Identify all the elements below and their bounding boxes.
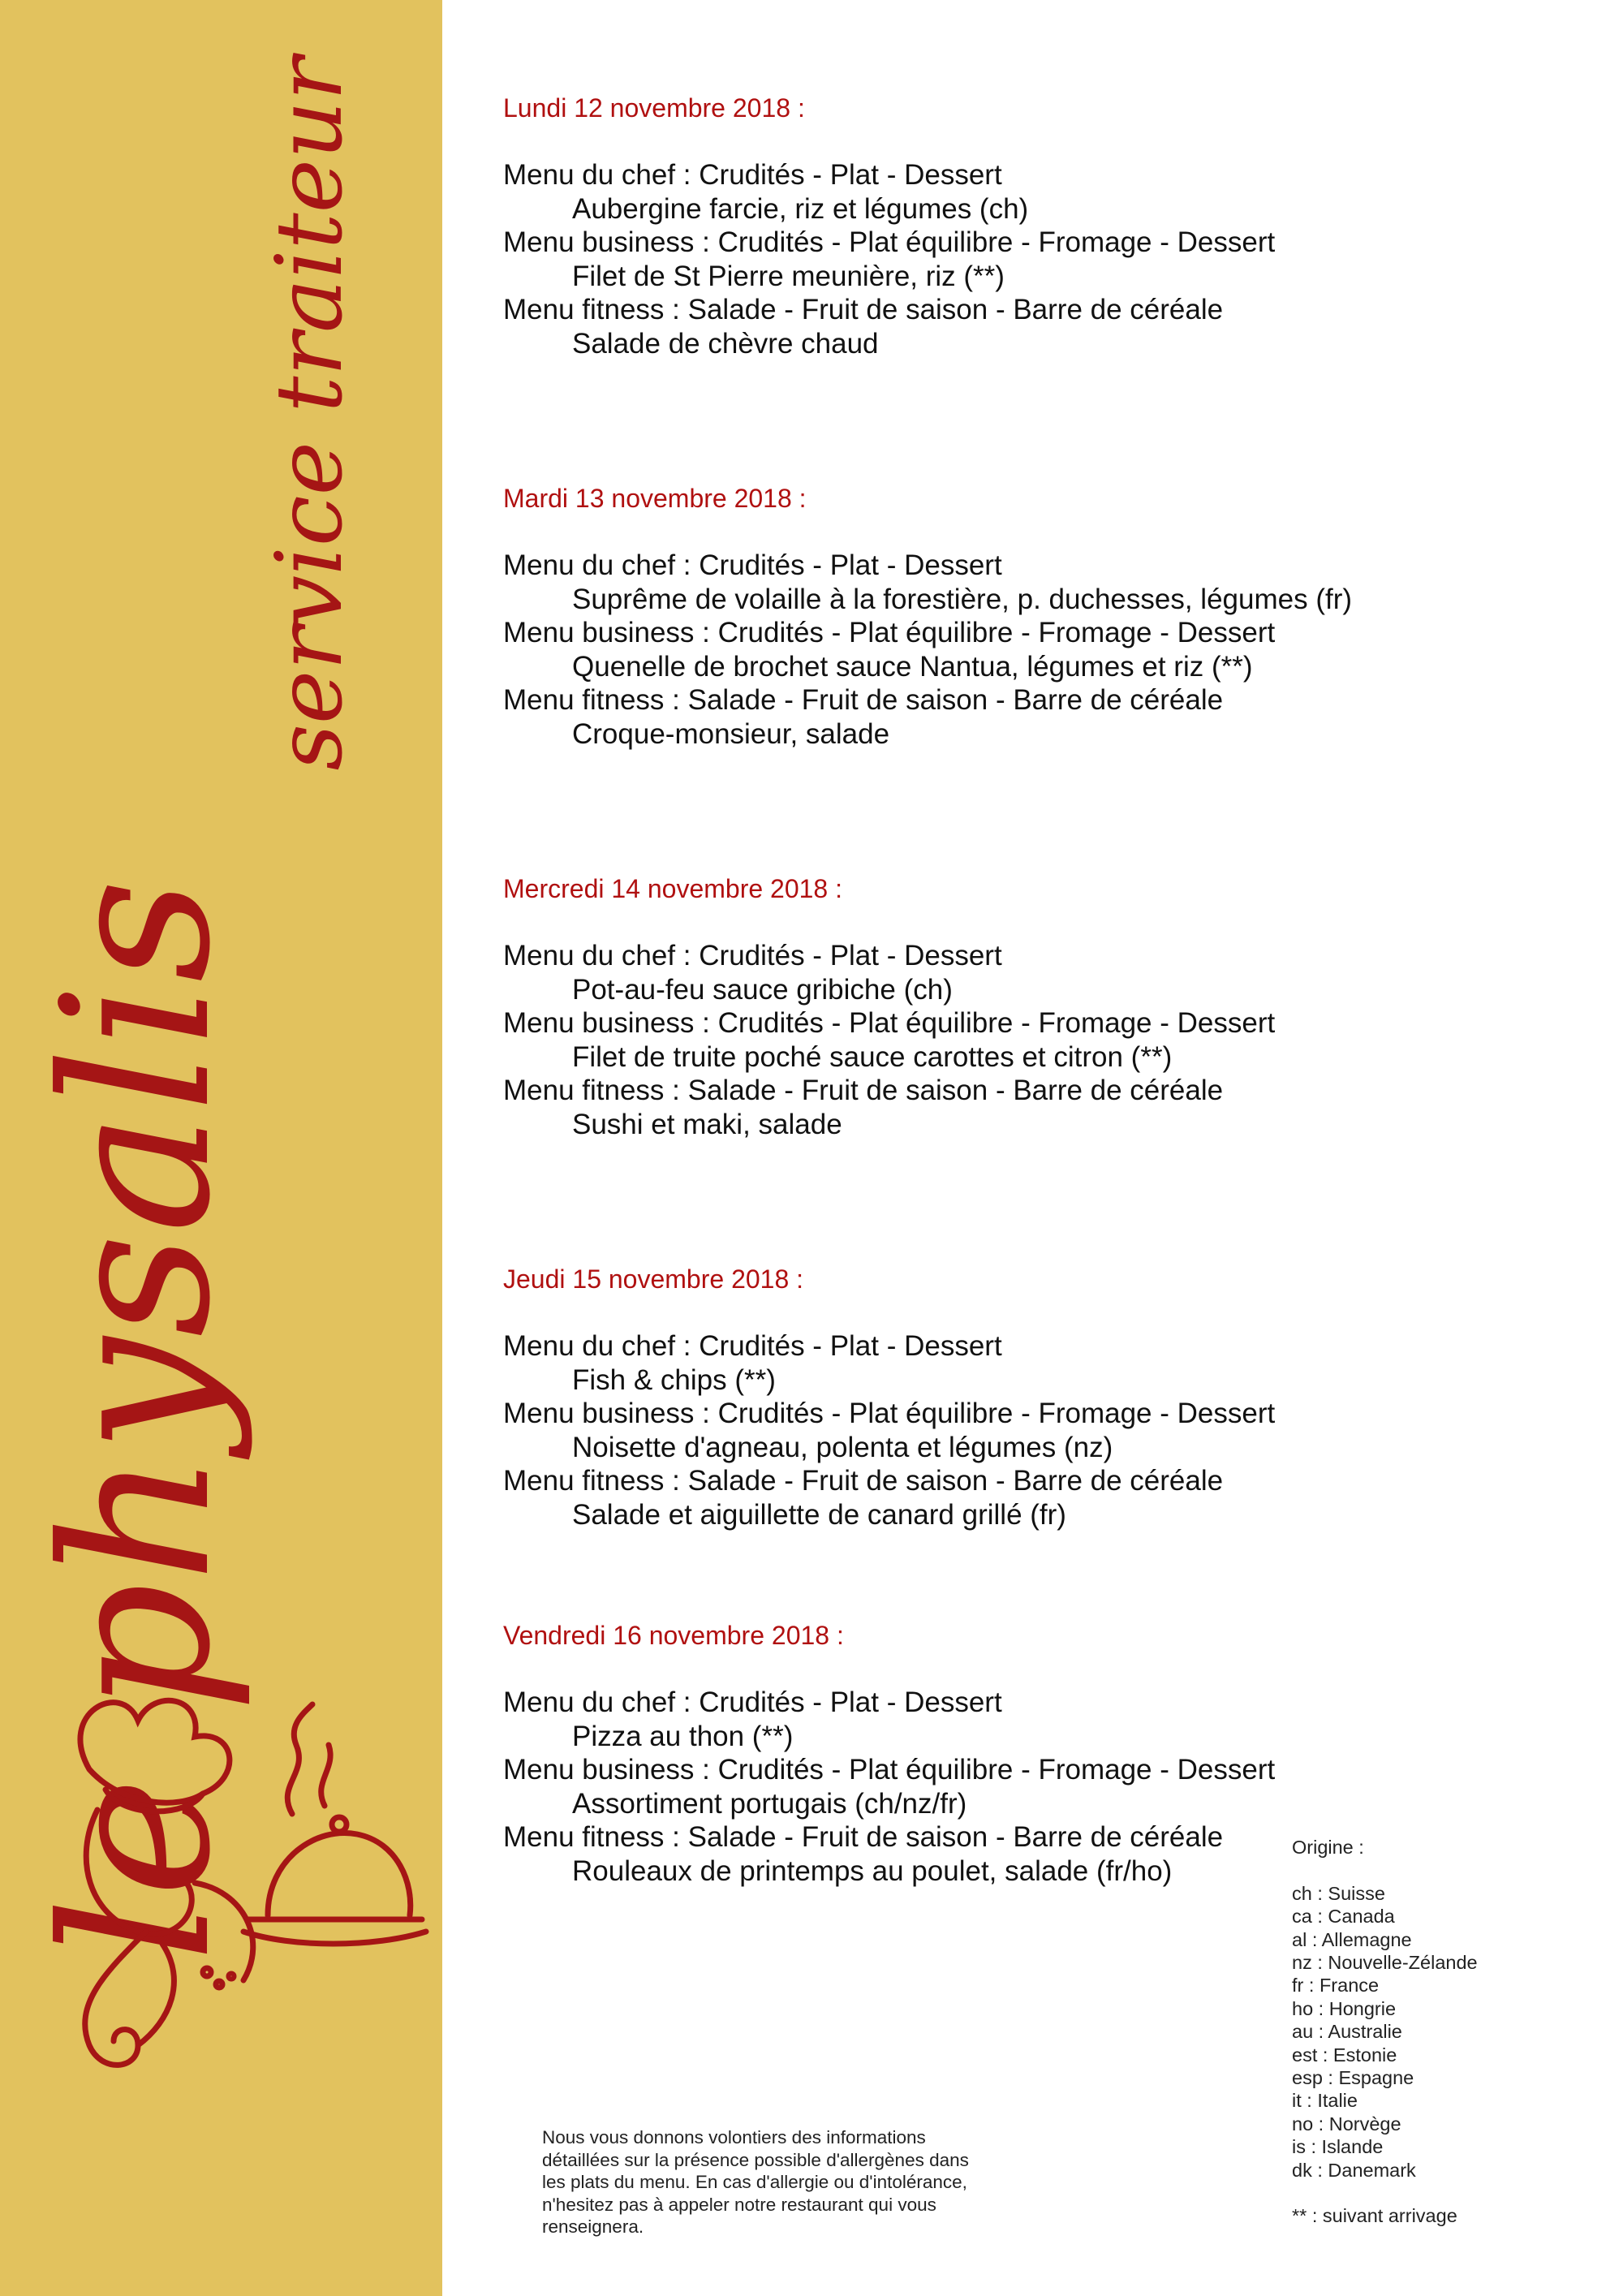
allergen-note-line: n'hesitez pas à appeler notre restaurant qui vous [542,2194,936,2215]
menu-label: Menu business : Crudités - Plat équilibre - Fromage - Dessert [503,617,1276,648]
menu-label: Menu business : Crudités - Plat équilibre - Fromage - Dessert [503,1754,1276,1786]
legend-title: Origine : [1292,1837,1364,1858]
menu-label: Menu fitness : Salade - Fruit de saison - Barre de céréale [503,684,1224,716]
legend-item: is : Islande [1292,2136,1384,2158]
legend-spacer [1292,2182,1600,2204]
menu-label: Menu fitness : Salade - Fruit de saison - Barre de céréale [503,1075,1224,1106]
brand-tagline: service traiteur [257,57,363,771]
menu-label: Menu business : Crudités - Plat équilibre - Fromage - Dessert [503,226,1276,258]
day-title: Vendredi 16 novembre 2018 : [503,1621,844,1650]
menu-dish: Sushi et maki, salade [572,1108,842,1140]
menu-dish: Aubergine farcie, riz et légumes (ch) [572,192,1029,225]
legend-item: nz : Nouvelle-Zélande [1292,1952,1478,1974]
allergen-note-line: renseignera. [542,2216,644,2237]
menu-label: Menu fitness : Salade - Fruit de saison - Barre de céréale [503,294,1224,325]
menu-label: Menu du chef : Crudités - Plat - Dessert [503,1330,1002,1362]
menu-dish: Noisette d'agneau, polenta et légumes (nz) [572,1431,1113,1463]
menu-dish: Rouleaux de printemps au poulet, salade (fr/ho) [572,1854,1173,1887]
menu-label: Menu business : Crudités - Plat équilibre - Fromage - Dessert [503,1007,1276,1039]
menu-dish: Filet de truite poché sauce carottes et citron (**) [572,1040,1173,1073]
legend-item: esp : Espagne [1292,2067,1414,2089]
day-section [503,872,1591,1141]
menu-dish: Salade et aiguillette de canard grillé (fr) [572,1498,1066,1531]
menu-label: Menu fitness : Salade - Fruit de saison - Barre de céréale [503,1465,1224,1497]
menu-dish: Croque-monsieur, salade [572,717,890,750]
weekly-menu [503,91,1591,1888]
legend-item: dk : Danemark [1292,2159,1416,2181]
day-title: Mercredi 14 novembre 2018 : [503,874,842,903]
brand-sidebar [0,0,442,2296]
chef-mascot-icon [0,0,442,2296]
menu-label: Menu du chef : Crudités - Plat - Dessert [503,940,1002,971]
allergen-note-line: les plats du menu. En cas d'allergie ou d'intolérance, [542,2172,967,2192]
allergen-note-line: détaillées sur la présence possible d'allergènes dans [542,2149,969,2170]
legend-item: au : Australie [1292,2021,1402,2043]
day-section [503,481,1591,751]
menu-label: Menu du chef : Crudités - Plat - Dessert [503,159,1002,191]
legend-spacer [1292,1859,1600,1881]
day-title: Lundi 12 novembre 2018 : [503,93,805,123]
legend-item: no : Norvège [1292,2113,1401,2134]
legend-item: ho : Hongrie [1292,1997,1397,2019]
menu-dish: Filet de St Pierre meunière, riz (**) [572,260,1005,292]
legend-item: ca : Canada [1292,1906,1395,1928]
menu-label: Menu fitness : Salade - Fruit de saison - Barre de céréale [503,1821,1224,1853]
menu-dish: Fish & chips (**) [572,1363,776,1396]
legend-item: it : Italie [1292,2090,1358,2112]
allergen-note-line: Nous vous donnons volontiers des informations [542,2127,926,2147]
menu-label: Menu du chef : Crudités - Plat - Dessert [503,549,1002,581]
menu-label: Menu du chef : Crudités - Plat - Dessert [503,1686,1002,1718]
menu-dish: Assortiment portugais (ch/nz/fr) [572,1787,967,1820]
legend-item: ch : Suisse [1292,1882,1385,1904]
menu-label: Menu business : Crudités - Plat équilibre - Fromage - Dessert [503,1398,1276,1429]
menu-dish: Quenelle de brochet sauce Nantua, légumes et riz (**) [572,650,1253,683]
legend-item: al : Allemagne [1292,1928,1412,1950]
brand-logo-text: le physalis [19,878,255,1962]
legend-item: est : Estonie [1292,2044,1397,2066]
legend-note: ** : suivant arrivage [1292,2205,1457,2227]
origin-legend [1292,1836,1600,2228]
day-section [503,91,1591,360]
legend-item: fr : France [1292,1975,1380,1997]
menu-dish: Suprême de volaille à la forestière, p. duchesses, légumes (fr) [572,583,1353,615]
menu-dish: Salade de chèvre chaud [572,327,879,360]
menu-dish: Pot-au-feu sauce gribiche (ch) [572,973,953,1006]
day-title: Mardi 13 novembre 2018 : [503,484,807,513]
allergen-note [542,2126,1094,2238]
menu-dish: Pizza au thon (**) [572,1720,794,1752]
day-section [503,1262,1591,1531]
day-title: Jeudi 15 novembre 2018 : [503,1264,804,1294]
